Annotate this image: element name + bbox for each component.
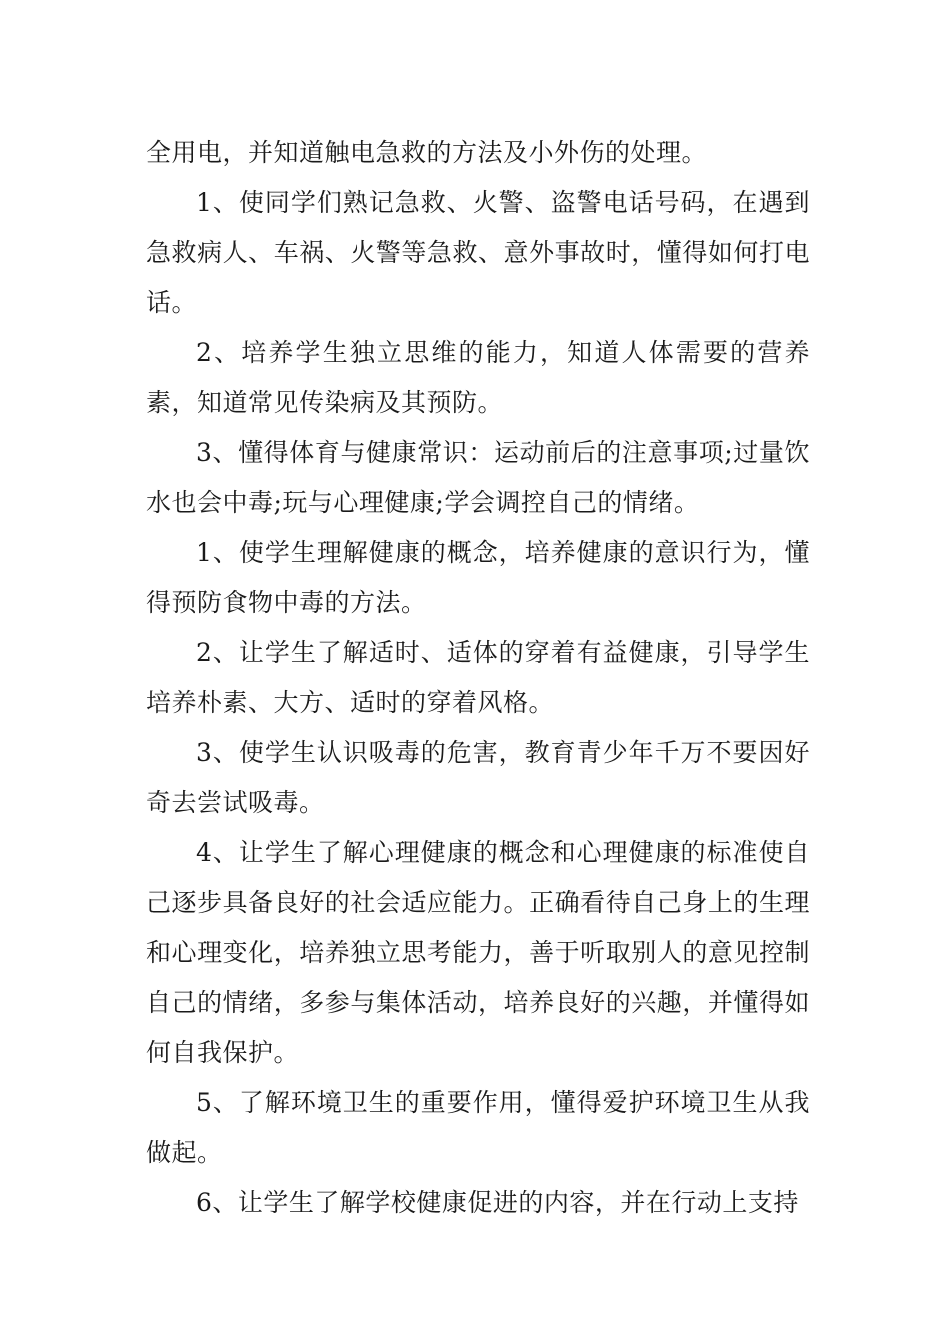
paragraph-9: 6、让学生了解学校健康促进的内容，并在行动上支持 bbox=[196, 1188, 799, 1217]
paragraph-7: 4、让学生了解心理健康的概念和心理健康的标准使自己逐步具备良好的社会适应能力。正确看待自己身上的生理和心理变化，培养独立思考能力，善于听取别人的意见控制自己的情绪，多参与集体活动，培养良好的兴趣，并懂得如何自我保护。 bbox=[146, 838, 810, 1067]
paragraph-4: 1、使学生理解健康的概念，培养健康的意识行为，懂得预防食物中毒的方法。 bbox=[146, 538, 810, 617]
paragraph-6: 3、使学生认识吸毒的危害，教育青少年千万不要因好奇去尝试吸毒。 bbox=[146, 738, 810, 817]
paragraph-2: 2、培养学生独立思维的能力，知道人体需要的营养素，知道常见传染病及其预防。 bbox=[146, 338, 810, 417]
body-text bbox=[146, 128, 810, 1228]
paragraph-0: 全用电，并知道触电急救的方法及小外伤的处理。 bbox=[146, 138, 708, 167]
paragraph-1: 1、使同学们熟记急救、火警、盗警电话号码，在遇到急救病人、车祸、火警等急救、意外事故时，懂得如何打电话。 bbox=[146, 188, 810, 317]
paragraph-3: 3、懂得体育与健康常识：运动前后的注意事项;过量饮水也会中毒;玩与心理健康;学会调控自己的情绪。 bbox=[146, 438, 810, 517]
paragraph-5: 2、让学生了解适时、适体的穿着有益健康，引导学生培养朴素、大方、适时的穿着风格。 bbox=[146, 638, 810, 717]
paragraph-8: 5、了解环境卫生的重要作用，懂得爱护环境卫生从我做起。 bbox=[146, 1088, 810, 1167]
